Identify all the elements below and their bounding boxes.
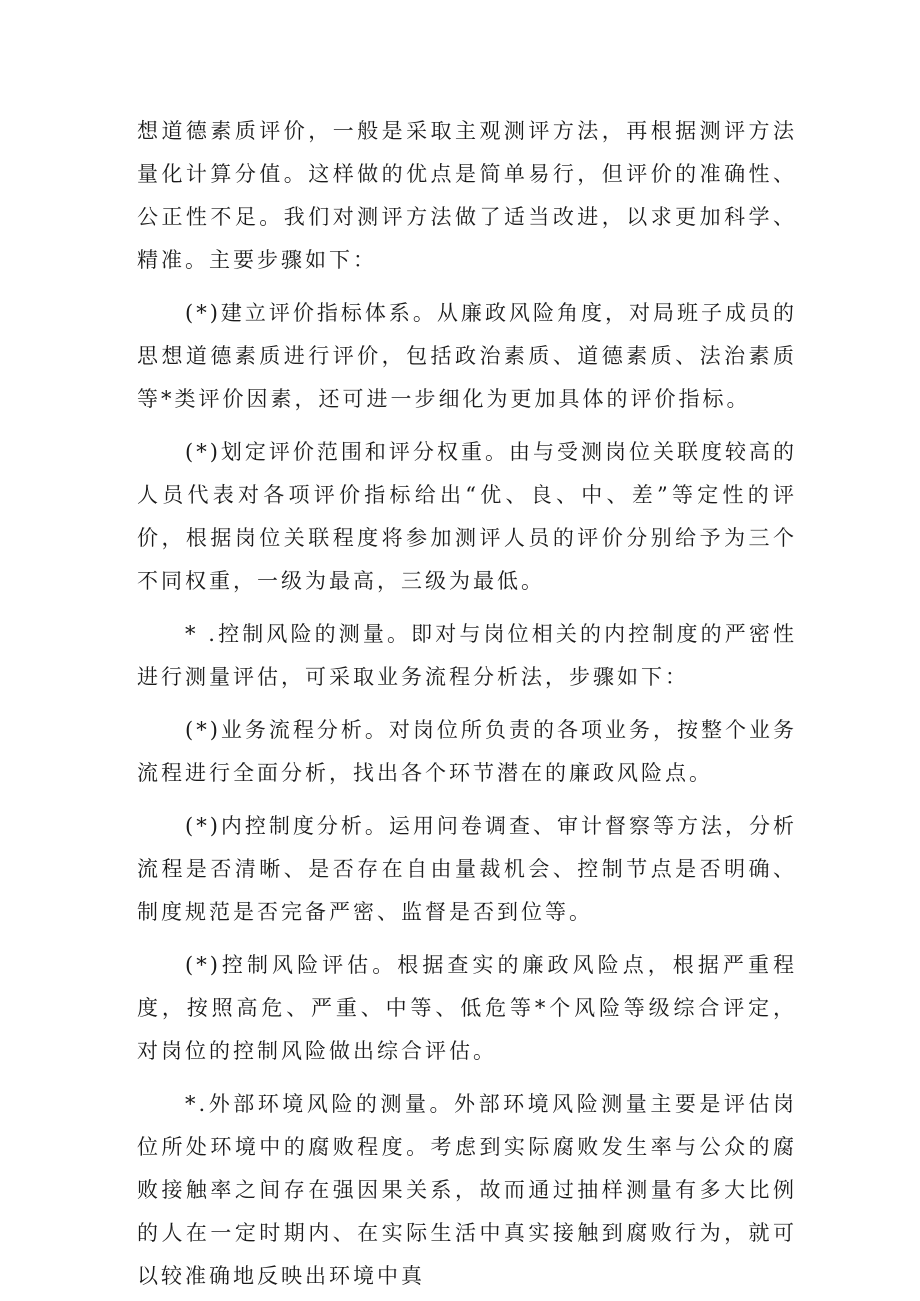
paragraph-control-risk-measurement: * .控制风险的测量。即对与岗位相关的内控制度的严密性进行测量评估，可采取业务流程分析法，步骤如下： <box>137 622 797 689</box>
paragraph-step-control-risk-assessment: (*)控制风险评估。根据查实的廉政风险点，根据严重程度，按照高危、严重、中等、低危等*个风险等级综合评定，对岗位的控制风险做出综合评估。 <box>137 953 797 1063</box>
paragraph-step-business-process: (*)业务流程分析。对岗位所负责的各项业务，按整个业务流程进行全面分析，找出各个环节潜在的廉政风险点。 <box>137 718 797 785</box>
paragraph-step-scope-and-weight: (*)划定评价范围和评分权重。由与受测岗位关联度较高的人员代表对各项评价指标给出“优、良、中、差”等定性的评价，根据岗位关联程度将参加测评人员的评价分别给予为三个不同权重，一级为最高，三级为最低。 <box>137 440 797 593</box>
paragraph-external-environment-risk: *.外部环境风险的测量。外部环境风险测量主要是评估岗位所处环境中的腐败程度。考虑到实际腐败发生率与公众的腐败接触率之间存在强因果关系，故而通过抽样测量有多大比例的人在一定时期内、在实际生活中真实接触到腐败行为，就可以较准确地反映出环境中真 <box>137 1092 797 1288</box>
paragraph-continuation: 想道德素质评价，一般是采取主观测评方法，再根据测评方法量化计算分值。这样做的优点是简单易行，但评价的准确性、公正性不足。我们对测评方法做了适当改进，以求更加科学、精准。主要步骤如下： <box>137 119 797 272</box>
paragraph-step-evaluation-system: (*)建立评价指标体系。从廉政风险角度，对局班子成员的思想道德素质进行评价，包括政治素质、道德素质、法治素质等*类评价因素，还可进一步细化为更加具体的评价指标。 <box>137 301 797 411</box>
document-body <box>137 110 797 1298</box>
paragraph-step-internal-control: (*)内控制度分析。运用问卷调查、审计督察等方法，分析流程是否清晰、是否存在自由量裁机会、控制节点是否明确、制度规范是否完备严密、监督是否到位等。 <box>137 814 797 924</box>
